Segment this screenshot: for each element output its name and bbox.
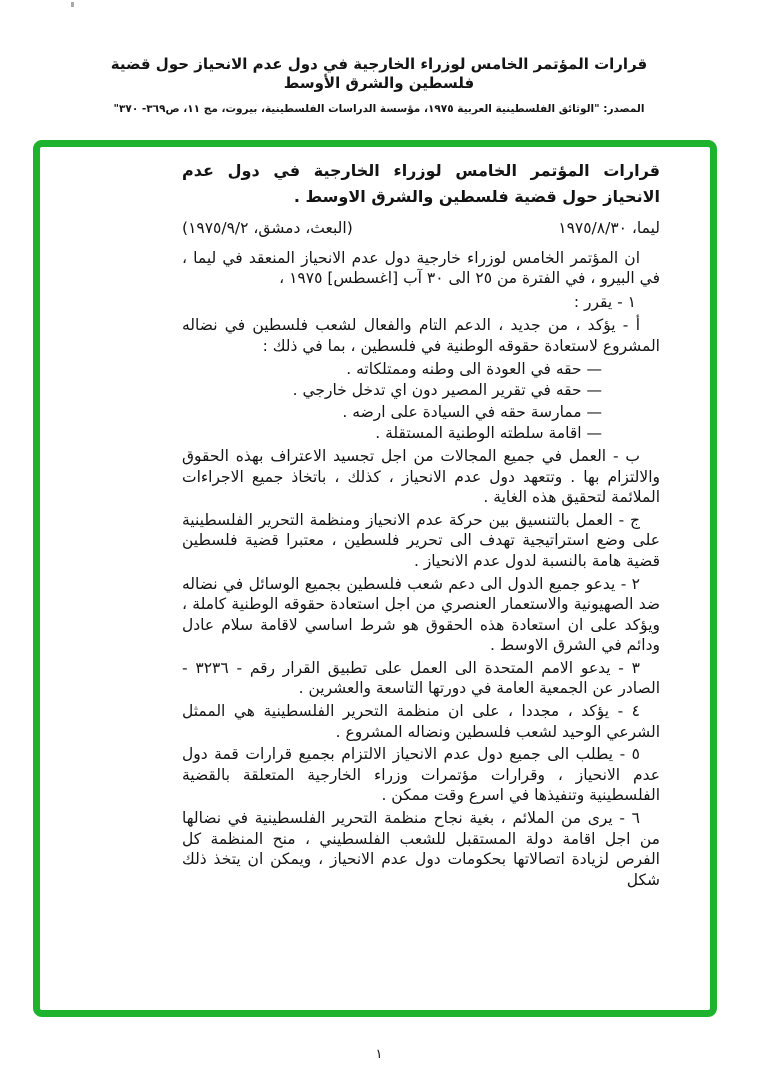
paragraph-11: ٣ - يدعو الامم المتحدة الى العمل على تطبيق القرار رقم - ٣٢٣٦ - الصادر عن الجمعية العامة في دورتها التاسعة والعشرين . [182,658,660,698]
paragraph-10: ٢ - يدعو جميع الدول الى دعم شعب فلسطين بجميع الوسائل في نضاله ضد الصهيونية والاستعمار العنصري من اجل استعادة حقوقه الوطنية كاملة ، ويؤكد على ان استعادة هذه الحقوق هو شرط اساسي لاقامة سلام عادل ودائم في الشرق الاوسط . [182,574,660,655]
page-header-source-citation: المصدر: "الوثائق الفلسطينية العربية ١٩٧٥، مؤسسة الدراسات الفلسطينية، بيروت، مج ١١، ص٣٦٩- ٣٧٠" [113,103,645,115]
document-dateline [182,218,660,239]
document-paragraphs [182,248,660,891]
paragraph-3: أ - يؤكد ، من جديد ، الدعم التام والفعال لشعب فلسطين في نضاله المشروع لاستعادة حقوقه الوطنية في فلسطين ، بما في ذلك : [182,316,660,355]
paragraph-14: ٦ - يرى من الملائم ، بغية نجاح منظمة التحرير الفلسطينية في نضالها من اجل اقامة دولة المستقبل للشعب الفلسطيني ، منح المنظمة كل الفرص لزيادة اتصالاتها بحكومات دول عدم الانحياز ، ويمكن ان يتخذ ذلك شكل [182,809,660,889]
page-header [0,55,758,115]
paragraph-5: — حقه في تقرير المصير دون اي تدخل خارجي . [292,381,602,400]
scan-artifact-speck [71,2,74,7]
paragraph-13: ٥ - يطلب الى جميع دول عدم الانحياز الالتزام بجميع قرارات قمة دول عدم الانحياز ، وقرارات مؤتمرات وزراء الخارجية المتعلقة بالقضية الفلسطينية وتنفيذها في اسرع وقت ممكن . [182,745,660,805]
document-body [182,158,660,892]
dateline-place-date: ليما، ١٩٧٥/٨/٣٠ [558,219,660,237]
page-header-title: قرارات المؤتمر الخامس لوزراء الخارجية في دول عدم الانحياز حول قضية فلسطين والشرق الأوسط [110,55,648,92]
paragraph-8: ب - العمل في جميع المجالات من اجل تجسيد الاعتراف بهذه الحقوق والالتزام بها . وتتعهد دول عدم الانحياز ، كذلك ، باتخاذ جميع الاجراءات الملائمة لتحقيق هذه الغاية . [182,446,660,507]
document-title: قرارات المؤتمر الخامس لوزراء الخارجية في دول عدم الانحياز حول قضية فلسطين والشرق الاوسط . [182,161,660,206]
dateline-source-ref: (البعث، دمشق، ١٩٧٥/٩/٢) [182,219,353,237]
page-number: ١ [375,1047,383,1062]
paragraph-9: ج - العمل بالتنسيق بين حركة عدم الانحياز ومنظمة التحرير الفلسطينية على وضع استراتيجية تهدف الى تحرير فلسطين ، معتبرا قضية فلسطين قضية هامة بالنسبة لدول عدم الانحياز . [182,510,660,570]
paragraph-1: ان المؤتمر الخامس لوزراء خارجية دول عدم الانحياز المنعقد في ليما ، في البيرو ، في الفترة من ٢٥ الى ٣٠ آب [اغسطس] ١٩٧٥ ، [182,248,660,288]
paragraph-12: ٤ - يؤكد ، مجددا ، على ان منظمة التحرير الفلسطينية هي الممثل الشرعي الوحيد لشعب فلسطين ونضاله المشروع . [182,702,660,741]
paragraph-6: — ممارسة حقه في السيادة على ارضه . [342,402,602,421]
paragraph-7: — اقامة سلطته الوطنية المستقلة . [375,424,602,443]
paragraph-2: ١ - يقرر : [573,292,636,311]
paragraph-4: — حقه في العودة الى وطنه وممتلكاته . [346,359,602,378]
